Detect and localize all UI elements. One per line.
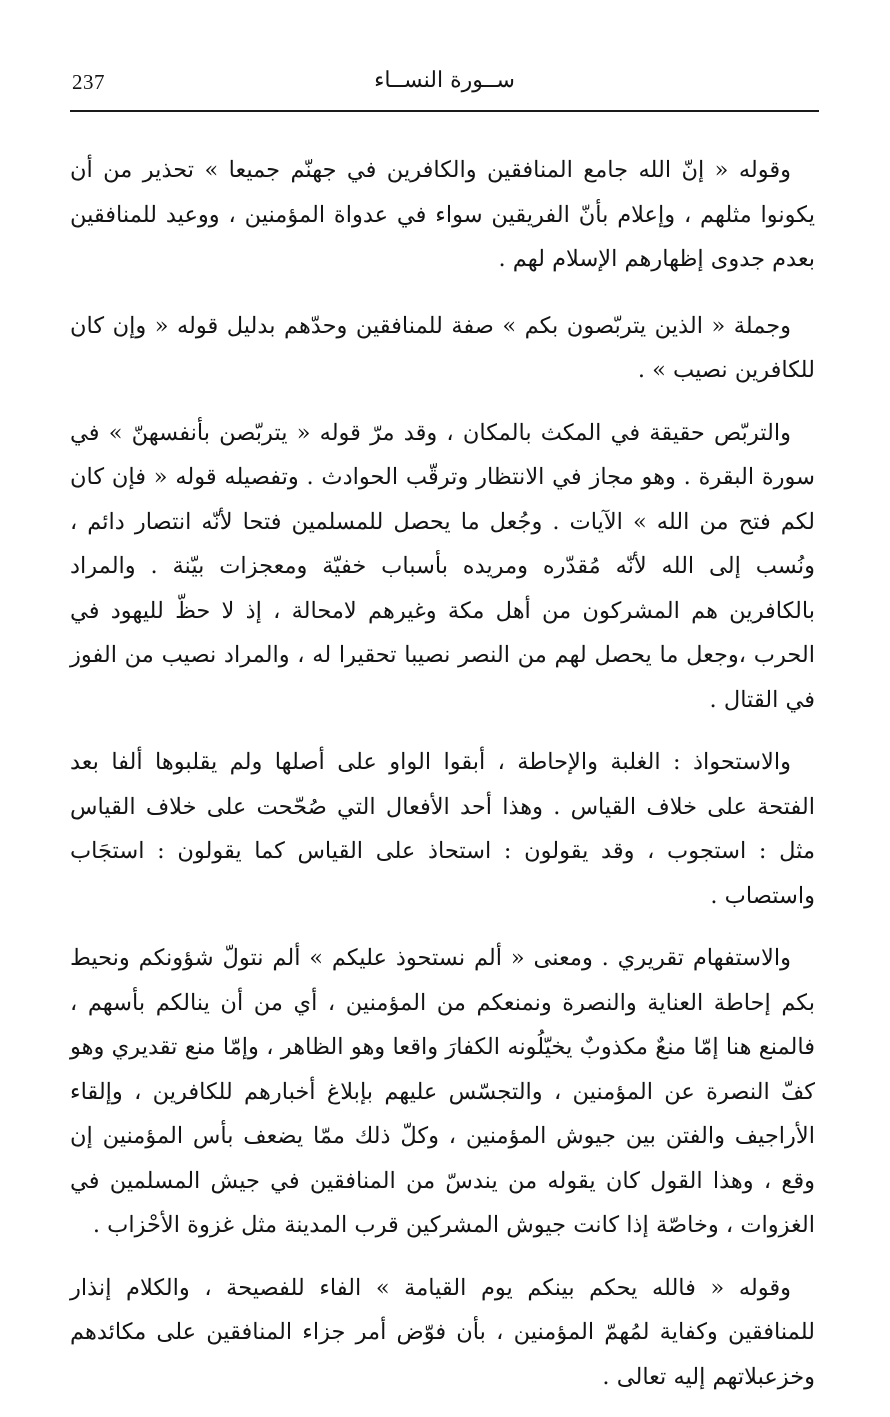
page-header (72, 68, 817, 108)
paragraph-4: والاستحواذ : الغلبة والإحاطة ، أبقوا الواو على أصلها ولم يقلبوها ألفا بعد الفتحة على خلاف القياس . وهذا أحد الأفعال التي صُحّحت على خلاف القياس مثل : استجوب ، وقد يقولون : استحاذ على القياس كما يقولون : استجَاب واستصاب . (70, 749, 815, 909)
paragraph-3: والتربّص حقيقة في المكث بالمكان ، وقد مرّ قوله « يتربّصن بأنفسهنّ » في سورة البقرة . وهو مجاز في الانتظار وترقّب الحوادث . وتفصيله قوله « فإن كان لكم فتح من الله » الآيات . وجُعل ما يحصل للمسلمين فتحا لأنّه انتصار دائم ، ونُسب إلى الله لأنّه مُقدّره ومريده بأسباب خفيّة ومعجزات بيّنة . والمراد بالكافرين هم المشركون من أهل مكة وغيرهم لامحالة ، إذ لا حظّ لليهود في الحرب ،وجعل ما يحصل لهم من النصر نصيبا تحقيرا له ، والمراد نصيب من الفوز في القتال . (70, 419, 815, 713)
header-rule (70, 110, 819, 112)
paragraph-1: وقوله « إنّ الله جامع المنافقين والكافرين في جهنّم جميعا » تحذير من أن يكونوا مثلهم ، وإعلام بأنّ الفريقين سواء في عدواة المؤمنين ، ووعيد للمنافقين بعدم جدوى إظهارهم الإسلام لهم . (70, 157, 815, 272)
paragraph-5: والاستفهام تقريري . ومعنى « ألم نستحوذ عليكم » ألم نتولّ شؤونكم ونحيط بكم إحاطة العناية والنصرة ونمنعكم من المؤمنين ، أي من أن ينالكم بأسهم ، فالمنع هنا إمّا منعٌ مكذوبٌ يخيّلُونه الكفارَ واقعا وهو الظاهر ، وإمّا منع تقديري وهو كفّ النصرة عن المؤمنين ، والتجسّس عليهم بإبلاغ أخبارهم للكافرين ، وإلقاء الأراجيف والفتن بين جيوش المؤمنين ، وكلّ ذلك ممّا يضعف بأس المؤمنين إن وقع ، وهذا القول كان يقوله من يندسّ من المنافقين في جيش المسلمين في الغزوات ، وخاصّة إذا كانت جيوش المشركين قرب المدينة مثل غزوة الأحْزاب . (70, 945, 815, 1238)
paragraph-2: وجملة « الذين يتربّصون بكم » صفة للمنافقين وحدّهم بدليل قوله « وإن كان للكافرين نصيب » . (70, 312, 815, 383)
running-title: ســورة النســاء (374, 68, 515, 93)
paragraph-6: وقوله « فالله يحكم بينكم يوم القيامة » الفاء للفصيحة ، والكلام إنذار للمنافقين وكفاية لمُهمّ المؤمنين ، بأن فوّض أمر جزاء المنافقين على مكائدهم وخزعبلاتهم إليه تعالى . (70, 1274, 815, 1390)
page-number: 237 (72, 70, 105, 94)
body-text (70, 148, 815, 1417)
